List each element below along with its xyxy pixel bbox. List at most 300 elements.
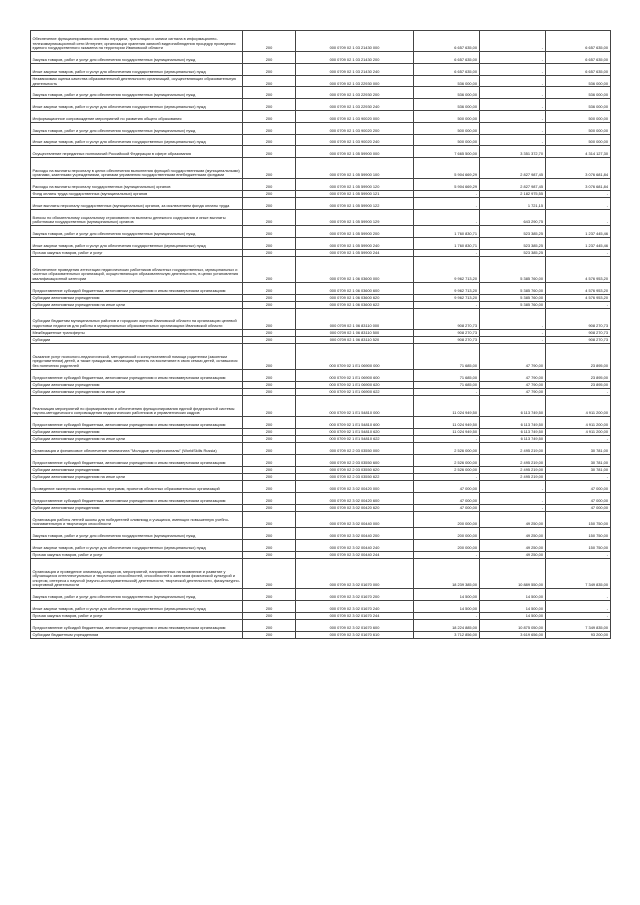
table-row: [31, 417, 611, 429]
row-budget-code-cell: 000 0709 02 1 03 90020 000: [296, 110, 414, 122]
row-name-cell: Закупка товаров, работ и услуг для обеспечения государственных (муниципальных) нужд: [31, 87, 243, 99]
table-row: [31, 396, 611, 417]
table-row: [31, 238, 611, 250]
row-remainder-amount-cell: 4 911 200,00: [546, 396, 611, 417]
row-approved-amount-cell: 9 962 713,20: [414, 282, 480, 294]
row-budget-code-cell: 000 0709 02 3 02 00420 620: [296, 504, 414, 511]
row-remainder-amount-cell: 7 349 835,00: [546, 559, 611, 589]
row-admin-code-cell: 200: [243, 551, 296, 558]
row-budget-code-cell: 000 0709 02 2 03 03550 620: [296, 466, 414, 473]
row-budget-code-cell: 000 0709 02 1 05 59900 240: [296, 238, 414, 250]
row-approved-amount-cell: -: [414, 198, 480, 210]
row-remainder-amount-cell: 30 781,00: [546, 443, 611, 455]
row-approved-amount-cell: 6 657 635,00: [414, 31, 480, 52]
row-budget-code-cell: 000 0709 02 3 02 00440 200: [296, 528, 414, 540]
row-remainder-amount-cell: 908 270,73: [546, 308, 611, 329]
table-row: [31, 63, 611, 75]
row-budget-code-cell: 000 0709 02 3 02 01670 000: [296, 559, 414, 589]
row-budget-code-cell: 000 0709 02 1 05 59900 200: [296, 226, 414, 238]
row-name-cell: Субсидии автономным учреждениям на иные цели: [31, 436, 243, 443]
row-admin-code-cell: 200: [243, 190, 296, 197]
row-executed-amount-cell: 2 182 975,55: [480, 190, 546, 197]
row-name-cell: Субсидии автономным учреждениям: [31, 428, 243, 435]
row-approved-amount-cell: 908 270,73: [414, 308, 480, 329]
row-remainder-amount-cell: -: [546, 301, 611, 308]
row-approved-amount-cell: 200 000,00: [414, 511, 480, 527]
row-name-cell: Осуществление переданных полномочий Российской Федерации в сфере образования: [31, 146, 243, 158]
row-approved-amount-cell: 2 526 000,00: [414, 466, 480, 473]
table-row: [31, 528, 611, 540]
row-budget-code-cell: 000 0709 02 1 03 21430 000: [296, 31, 414, 52]
row-executed-amount-cell: 643 290,75: [480, 209, 546, 225]
row-remainder-amount-cell: 23 895,00: [546, 344, 611, 370]
row-name-cell: Прочая закупка товаров, работ и услуг: [31, 249, 243, 256]
row-budget-code-cell: 000 0709 02 3 02 00440 000: [296, 511, 414, 527]
row-name-cell: Субсидии автономным учреждениям: [31, 466, 243, 473]
row-remainder-amount-cell: 23 895,00: [546, 369, 611, 381]
row-remainder-amount-cell: 4 911 200,00: [546, 417, 611, 429]
row-name-cell: Закупка товаров, работ и услуг для обеспечения государственных (муниципальных) нужд: [31, 226, 243, 238]
table-row: [31, 381, 611, 388]
row-executed-amount-cell: 49 250,00: [480, 511, 546, 527]
table-row: [31, 52, 611, 64]
row-approved-amount-cell: 71 685,00: [414, 344, 480, 370]
row-admin-code-cell: 200: [243, 110, 296, 122]
row-executed-amount-cell: 2 495 219,00: [480, 443, 546, 455]
row-approved-amount-cell: 500 000,00: [414, 134, 480, 146]
row-approved-amount-cell: -: [414, 190, 480, 197]
row-name-cell: Информационное сопровождение мероприятий по развитию общего образования: [31, 110, 243, 122]
row-remainder-amount-cell: 4 576 953,20: [546, 294, 611, 301]
row-executed-amount-cell: 47 790,00: [480, 388, 546, 395]
row-executed-amount-cell: 2 495 219,00: [480, 466, 546, 473]
row-budget-code-cell: 000 0709 02 1 03 90020 200: [296, 122, 414, 134]
row-remainder-amount-cell: 4 576 953,20: [546, 257, 611, 283]
row-budget-code-cell: 000 0709 02 1 Е1 54810 600: [296, 417, 414, 429]
row-budget-code-cell: 000 0709 02 1 05 59900 120: [296, 179, 414, 191]
row-executed-amount-cell: -: [480, 31, 546, 52]
row-name-cell: Субсидии автономным учреждениям на иные цели: [31, 388, 243, 395]
row-admin-code-cell: 200: [243, 146, 296, 158]
row-approved-amount-cell: 14 500,00: [414, 601, 480, 613]
table-row: [31, 158, 611, 179]
table-row: [31, 301, 611, 308]
row-budget-code-cell: 000 0709 02 2 03 03550 000: [296, 443, 414, 455]
row-approved-amount-cell: 18 224 885,00: [414, 620, 480, 632]
row-name-cell: Предоставление субсидий бюджетным, автономным учреждениям и иным некоммерческим организациям: [31, 417, 243, 429]
row-approved-amount-cell: 200 000,00: [414, 528, 480, 540]
row-executed-amount-cell: 49 250,00: [480, 540, 546, 552]
table-row: [31, 198, 611, 210]
row-remainder-amount-cell: 6 657 635,00: [546, 52, 611, 64]
row-budget-code-cell: 000 0709 02 1 Е1 54810 000: [296, 396, 414, 417]
row-budget-code-cell: 000 0709 02 3 02 01670 600: [296, 620, 414, 632]
table-row: [31, 134, 611, 146]
row-approved-amount-cell: 1 760 830,71: [414, 238, 480, 250]
table-row: [31, 344, 611, 370]
row-executed-amount-cell: 523 385,25: [480, 238, 546, 250]
table-row: [31, 87, 611, 99]
row-approved-amount-cell: 2 526 000,00: [414, 455, 480, 467]
row-executed-amount-cell: 5 385 760,00: [480, 301, 546, 308]
row-name-cell: Субсидии бюджетным учреждениям: [31, 631, 243, 638]
row-executed-amount-cell: 47 790,00: [480, 381, 546, 388]
row-admin-code-cell: 200: [243, 612, 296, 619]
row-name-cell: Расходы на выплаты персоналу государственных (муниципальных) органов: [31, 179, 243, 191]
row-name-cell: Иные закупки товаров, работ и услуг для обеспечения государственных (муниципальных) нужд: [31, 99, 243, 111]
row-approved-amount-cell: 11 024 949,50: [414, 417, 480, 429]
row-remainder-amount-cell: -: [546, 190, 611, 197]
table-row: [31, 540, 611, 552]
row-remainder-amount-cell: 908 270,73: [546, 329, 611, 336]
row-name-cell: Закупка товаров, работ и услуг для обеспечения государственных (муниципальных) нужд: [31, 528, 243, 540]
row-name-cell: Предоставление субсидий бюджетным, автономным учреждениям и иным некоммерческим организациям: [31, 282, 243, 294]
row-admin-code-cell: 200: [243, 209, 296, 225]
budget-report-sheet: [30, 30, 610, 639]
row-name-cell: Прочая закупка товаров, работ и услуг: [31, 612, 243, 619]
row-name-cell: Межбюджетные трансферты: [31, 329, 243, 336]
row-approved-amount-cell: 14 500,00: [414, 589, 480, 601]
row-executed-amount-cell: 3 351 372,70: [480, 146, 546, 158]
row-budget-code-cell: 000 0709 02 3 02 01670 200: [296, 589, 414, 601]
row-name-cell: Иные закупки товаров, работ и услуг для обеспечения государственных (муниципальных) нужд: [31, 238, 243, 250]
row-name-cell: Закупка товаров, работ и услуг для обеспечения государственных (муниципальных) нужд: [31, 52, 243, 64]
row-name-cell: Субсидии автономным учреждениям на иные цели: [31, 473, 243, 480]
row-admin-code-cell: 200: [243, 52, 296, 64]
row-approved-amount-cell: 908 270,73: [414, 337, 480, 344]
table-row: [31, 122, 611, 134]
row-admin-code-cell: 200: [243, 601, 296, 613]
row-name-cell: Предоставление субсидий бюджетным, автономным учреждениям и иным некоммерческим организациям: [31, 455, 243, 467]
row-remainder-amount-cell: 536 000,00: [546, 87, 611, 99]
row-admin-code-cell: 200: [243, 337, 296, 344]
row-admin-code-cell: 200: [243, 308, 296, 329]
row-approved-amount-cell: 3 712 856,00: [414, 631, 480, 638]
row-executed-amount-cell: 14 500,00: [480, 612, 546, 619]
row-name-cell: Расходы на выплаты персоналу в целях обеспечения выполнения функций государственными (муниципальными) органами, казенными учреждениями, органами управления государственными внебюджетными фондами: [31, 158, 243, 179]
row-budget-code-cell: 000 0709 02 1 06 83110 520: [296, 337, 414, 344]
row-admin-code-cell: 200: [243, 559, 296, 589]
row-admin-code-cell: 200: [243, 381, 296, 388]
row-remainder-amount-cell: 500 000,00: [546, 110, 611, 122]
row-admin-code-cell: 200: [243, 631, 296, 638]
row-name-cell: Закупка товаров, работ и услуг для обеспечения государственных (муниципальных) нужд: [31, 589, 243, 601]
row-executed-amount-cell: -: [480, 134, 546, 146]
row-executed-amount-cell: 5 385 760,00: [480, 294, 546, 301]
row-executed-amount-cell: -: [480, 308, 546, 329]
row-executed-amount-cell: 523 385,25: [480, 249, 546, 256]
row-admin-code-cell: 200: [243, 396, 296, 417]
table-row: [31, 179, 611, 191]
row-name-cell: Организация и проведение олимпиад, конкурсов, мероприятий, направленных на выявление и развитие у обучающихся интеллектуальных и творческих способностей, способностей к занятиям физической культурой и спортом, интереса к научной (научно-исследовательской) деятельности, творческой деятельности, физкультурно-спортивной деятельности: [31, 559, 243, 589]
budget-execution-table: [30, 30, 611, 639]
table-row: [31, 631, 611, 638]
table-row: [31, 620, 611, 632]
table-row: [31, 369, 611, 381]
row-remainder-amount-cell: -: [546, 473, 611, 480]
table-row: [31, 329, 611, 336]
row-budget-code-cell: 000 0709 02 1 Е1 06900 000: [296, 344, 414, 370]
table-row: [31, 436, 611, 443]
row-budget-code-cell: 000 0709 02 3 02 01670 240: [296, 601, 414, 613]
row-admin-code-cell: 200: [243, 301, 296, 308]
table-row: [31, 99, 611, 111]
table-row: [31, 110, 611, 122]
row-admin-code-cell: 200: [243, 528, 296, 540]
row-approved-amount-cell: 7 665 500,00: [414, 146, 480, 158]
row-executed-amount-cell: 2 495 219,00: [480, 455, 546, 467]
row-executed-amount-cell: -: [480, 329, 546, 336]
row-executed-amount-cell: 47 790,00: [480, 344, 546, 370]
table-row: [31, 209, 611, 225]
row-remainder-amount-cell: -: [546, 612, 611, 619]
row-remainder-amount-cell: 3 076 681,84: [546, 179, 611, 191]
row-name-cell: Закупка товаров, работ и услуг для обеспечения государственных (муниципальных) нужд: [31, 122, 243, 134]
row-remainder-amount-cell: 150 750,00: [546, 511, 611, 527]
row-budget-code-cell: 000 0709 02 1 06 03600 622: [296, 301, 414, 308]
row-budget-code-cell: 000 0709 02 1 03 22930 200: [296, 87, 414, 99]
row-budget-code-cell: 000 0709 02 3 02 00420 000: [296, 481, 414, 493]
row-approved-amount-cell: 500 000,00: [414, 122, 480, 134]
table-row: [31, 388, 611, 395]
row-name-cell: Иные закупки товаров, работ и услуг для обеспечения государственных (муниципальных) нужд: [31, 134, 243, 146]
row-executed-amount-cell: 14 500,00: [480, 601, 546, 613]
row-executed-amount-cell: -: [480, 63, 546, 75]
row-budget-code-cell: 000 0709 02 2 03 03550 600: [296, 455, 414, 467]
row-admin-code-cell: 200: [243, 620, 296, 632]
row-admin-code-cell: 200: [243, 179, 296, 191]
row-name-cell: Иные закупки товаров, работ и услуг для обеспечения государственных (муниципальных) нужд: [31, 540, 243, 552]
row-name-cell: Иные закупки товаров, работ и услуг для обеспечения государственных (муниципальных) нужд: [31, 63, 243, 75]
row-admin-code-cell: 200: [243, 134, 296, 146]
row-approved-amount-cell: 908 270,73: [414, 329, 480, 336]
row-admin-code-cell: 200: [243, 504, 296, 511]
row-admin-code-cell: 200: [243, 369, 296, 381]
row-executed-amount-cell: 6 113 749,50: [480, 417, 546, 429]
row-approved-amount-cell: 18 239 385,00: [414, 559, 480, 589]
row-budget-code-cell: 000 0709 02 1 Е1 06900 622: [296, 388, 414, 395]
row-name-cell: Реализация мероприятий по формированию и обеспечению функционирования единой федеральной системы научно-методического сопровождения педагогических работников и управленческих кадров: [31, 396, 243, 417]
table-row: [31, 146, 611, 158]
row-name-cell: Субсидии автономным учреждениям на иные цели: [31, 301, 243, 308]
table-row: [31, 473, 611, 480]
row-budget-code-cell: 000 0709 02 1 06 83110 500: [296, 329, 414, 336]
row-executed-amount-cell: -: [480, 99, 546, 111]
table-row: [31, 559, 611, 589]
row-name-cell: Субсидии автономным учреждениям: [31, 294, 243, 301]
row-remainder-amount-cell: 150 750,00: [546, 528, 611, 540]
row-budget-code-cell: 000 0709 02 1 05 59900 000: [296, 146, 414, 158]
row-approved-amount-cell: 536 000,00: [414, 75, 480, 87]
row-name-cell: Обеспечение проведения аттестации педагогических работников областных государственных, муниципальных и частных образовательных организаций, осуществляющих образовательную деятельность, в целях установления квалификационной категории: [31, 257, 243, 283]
table-row: [31, 551, 611, 558]
row-admin-code-cell: 200: [243, 31, 296, 52]
row-name-cell: Фонд оплаты труда государственных (муниципальных) органов: [31, 190, 243, 197]
row-budget-code-cell: 000 0709 02 1 Е1 54810 622: [296, 436, 414, 443]
row-approved-amount-cell: -: [414, 551, 480, 558]
row-name-cell: Субсидии бюджетам муниципальных районов и городских округов Ивановской области на организацию целевой подготовки педагогов для работы в муниципальных образовательных организациях Ивановской области: [31, 308, 243, 329]
row-remainder-amount-cell: 47 000,00: [546, 492, 611, 504]
row-executed-amount-cell: 49 250,00: [480, 551, 546, 558]
row-remainder-amount-cell: 150 750,00: [546, 540, 611, 552]
row-budget-code-cell: 000 0709 02 1 06 03600 600: [296, 282, 414, 294]
table-row: [31, 257, 611, 283]
row-admin-code-cell: 200: [243, 511, 296, 527]
table-row: [31, 428, 611, 435]
row-name-cell: Иные выплаты персоналу государственных (муниципальных) органов, за исключением фонда оплаты труда: [31, 198, 243, 210]
table-row: [31, 511, 611, 527]
table-row: [31, 492, 611, 504]
row-budget-code-cell: 000 0709 02 3 02 00420 600: [296, 492, 414, 504]
row-approved-amount-cell: 47 000,00: [414, 504, 480, 511]
row-executed-amount-cell: 6 113 749,50: [480, 396, 546, 417]
row-name-cell: Проведение экспертизы инновационных программ, проектов областных образовательных организаций: [31, 481, 243, 493]
row-admin-code-cell: 200: [243, 198, 296, 210]
row-admin-code-cell: 200: [243, 436, 296, 443]
row-executed-amount-cell: 14 500,00: [480, 589, 546, 601]
row-executed-amount-cell: -: [480, 52, 546, 64]
row-admin-code-cell: 200: [243, 282, 296, 294]
row-admin-code-cell: 200: [243, 99, 296, 111]
row-admin-code-cell: 200: [243, 466, 296, 473]
row-admin-code-cell: 200: [243, 443, 296, 455]
row-name-cell: Предоставление субсидий бюджетным, автономным учреждениям и иным некоммерческим организациям: [31, 492, 243, 504]
row-name-cell: Прочая закупка товаров, работ и услуг: [31, 551, 243, 558]
row-admin-code-cell: 200: [243, 257, 296, 283]
row-budget-code-cell: 000 0709 02 1 06 03600 000: [296, 257, 414, 283]
row-executed-amount-cell: 10 889 550,00: [480, 559, 546, 589]
row-executed-amount-cell: -: [480, 504, 546, 511]
row-approved-amount-cell: 47 000,00: [414, 492, 480, 504]
row-approved-amount-cell: -: [414, 612, 480, 619]
row-approved-amount-cell: 500 000,00: [414, 110, 480, 122]
row-budget-code-cell: 000 0709 02 3 02 00440 244: [296, 551, 414, 558]
row-executed-amount-cell: 6 113 749,50: [480, 428, 546, 435]
table-row: [31, 443, 611, 455]
row-approved-amount-cell: 2 526 000,00: [414, 443, 480, 455]
table-row: [31, 504, 611, 511]
row-approved-amount-cell: 11 024 949,50: [414, 396, 480, 417]
row-approved-amount-cell: 9 962 713,20: [414, 257, 480, 283]
row-admin-code-cell: 200: [243, 473, 296, 480]
row-approved-amount-cell: 200 000,00: [414, 540, 480, 552]
row-remainder-amount-cell: -: [546, 388, 611, 395]
row-executed-amount-cell: 523 385,25: [480, 226, 546, 238]
row-executed-amount-cell: 5 385 760,00: [480, 257, 546, 283]
table-body: [31, 31, 611, 639]
row-executed-amount-cell: -: [480, 75, 546, 87]
table-row: [31, 249, 611, 256]
table-row: [31, 190, 611, 197]
row-budget-code-cell: 000 0709 02 1 05 59900 244: [296, 249, 414, 256]
row-admin-code-cell: 200: [243, 540, 296, 552]
row-executed-amount-cell: 2 827 987,45: [480, 158, 546, 179]
table-row: [31, 455, 611, 467]
row-name-cell: Независимая оценка качества образовательной деятельности организаций, осуществляющих образовательную деятельность: [31, 75, 243, 87]
row-approved-amount-cell: 6 657 635,00: [414, 52, 480, 64]
row-remainder-amount-cell: 30 781,00: [546, 455, 611, 467]
row-remainder-amount-cell: -: [546, 551, 611, 558]
row-approved-amount-cell: -: [414, 301, 480, 308]
row-remainder-amount-cell: 500 000,00: [546, 134, 611, 146]
row-approved-amount-cell: 5 904 669,29: [414, 158, 480, 179]
row-executed-amount-cell: -: [480, 481, 546, 493]
table-row: [31, 75, 611, 87]
row-executed-amount-cell: -: [480, 492, 546, 504]
table-row: [31, 589, 611, 601]
row-admin-code-cell: 200: [243, 294, 296, 301]
table-row: [31, 282, 611, 294]
row-executed-amount-cell: 49 250,00: [480, 528, 546, 540]
row-name-cell: Взносы по обязательному социальному страхованию на выплаты денежного содержания и иные выплаты работникам государственных (муниципальных) органов: [31, 209, 243, 225]
row-approved-amount-cell: 11 024 949,50: [414, 428, 480, 435]
row-executed-amount-cell: 10 875 050,00: [480, 620, 546, 632]
row-executed-amount-cell: 1 721,15: [480, 198, 546, 210]
row-approved-amount-cell: 71 685,00: [414, 381, 480, 388]
row-approved-amount-cell: 9 962 713,20: [414, 294, 480, 301]
row-admin-code-cell: 200: [243, 344, 296, 370]
row-remainder-amount-cell: 4 576 953,20: [546, 282, 611, 294]
row-remainder-amount-cell: 47 000,00: [546, 504, 611, 511]
row-admin-code-cell: 200: [243, 75, 296, 87]
row-name-cell: Организация работы летней школы для победителей олимпиад и учащихся, имеющих повышенную учебно-познавательную и творческую способности: [31, 511, 243, 527]
row-budget-code-cell: 000 0709 02 1 Е1 06900 600: [296, 369, 414, 381]
row-budget-code-cell: 000 0709 02 3 02 01670 244: [296, 612, 414, 619]
row-approved-amount-cell: 536 000,00: [414, 87, 480, 99]
row-admin-code-cell: 200: [243, 417, 296, 429]
row-name-cell: Обеспечение функционирования системы передачи, трансляции и записи сигнала в информационно-телекоммуникационной сети Интернет, организации хранения записей видеонаблюдения процедур проведения единого государственного экзамена на территории Ивановской области: [31, 31, 243, 52]
table-row: [31, 612, 611, 619]
row-budget-code-cell: 000 0709 02 1 03 21430 200: [296, 52, 414, 64]
row-executed-amount-cell: -: [480, 110, 546, 122]
row-approved-amount-cell: -: [414, 209, 480, 225]
row-approved-amount-cell: -: [414, 473, 480, 480]
row-executed-amount-cell: 5 385 760,00: [480, 282, 546, 294]
row-admin-code-cell: 200: [243, 388, 296, 395]
row-executed-amount-cell: 47 790,00: [480, 369, 546, 381]
row-name-cell: Субсидии: [31, 337, 243, 344]
row-remainder-amount-cell: 6 657 635,00: [546, 31, 611, 52]
row-remainder-amount-cell: 6 657 635,00: [546, 63, 611, 75]
row-admin-code-cell: 200: [243, 455, 296, 467]
table-row: [31, 226, 611, 238]
row-remainder-amount-cell: 23 895,00: [546, 381, 611, 388]
row-remainder-amount-cell: 536 000,00: [546, 99, 611, 111]
row-remainder-amount-cell: -: [546, 601, 611, 613]
row-approved-amount-cell: 6 657 635,00: [414, 63, 480, 75]
row-remainder-amount-cell: 93 200,00: [546, 631, 611, 638]
table-row: [31, 601, 611, 613]
row-remainder-amount-cell: 4 911 200,00: [546, 428, 611, 435]
row-budget-code-cell: 000 0709 02 1 Е1 54810 620: [296, 428, 414, 435]
row-executed-amount-cell: -: [480, 337, 546, 344]
row-remainder-amount-cell: 4 314 127,30: [546, 146, 611, 158]
row-executed-amount-cell: -: [480, 122, 546, 134]
table-row: [31, 466, 611, 473]
row-approved-amount-cell: 1 760 830,71: [414, 226, 480, 238]
row-remainder-amount-cell: 7 349 835,00: [546, 620, 611, 632]
table-row: [31, 294, 611, 301]
row-budget-code-cell: 000 0709 02 1 05 59900 122: [296, 198, 414, 210]
row-executed-amount-cell: 2 827 987,45: [480, 179, 546, 191]
row-budget-code-cell: 000 0709 02 2 03 03550 622: [296, 473, 414, 480]
table-row: [31, 31, 611, 52]
row-remainder-amount-cell: 908 270,73: [546, 337, 611, 344]
row-admin-code-cell: 200: [243, 428, 296, 435]
row-executed-amount-cell: 2 495 219,00: [480, 473, 546, 480]
row-admin-code-cell: 200: [243, 238, 296, 250]
row-budget-code-cell: 000 0709 02 1 05 59900 121: [296, 190, 414, 197]
